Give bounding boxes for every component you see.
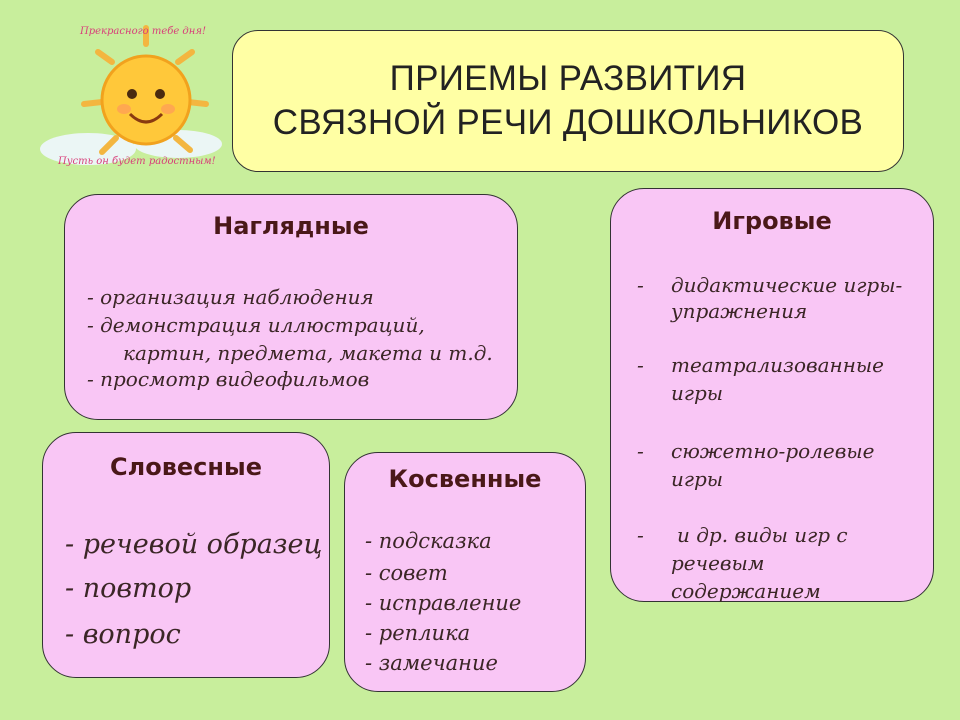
list-item: - замечание bbox=[365, 651, 498, 675]
list-item: игры bbox=[671, 381, 724, 405]
list-item: - вопрос bbox=[65, 619, 181, 650]
list-item: театрализованные bbox=[671, 353, 885, 377]
sun-logo bbox=[28, 14, 228, 184]
list-item: сюжетно-ролевые bbox=[671, 439, 875, 463]
list-item: дидактические игры- bbox=[671, 273, 903, 297]
card-heading: Косвенные bbox=[388, 465, 542, 493]
list-item: - речевой образец bbox=[65, 529, 323, 560]
list-item: речевым bbox=[671, 551, 765, 575]
list-bullet: - bbox=[637, 523, 644, 547]
list-bullet: - bbox=[637, 439, 644, 463]
list-item: картин, предмета, макета и т.д. bbox=[123, 341, 493, 365]
verbal-methods-card bbox=[42, 432, 330, 678]
card-heading: Игровые bbox=[712, 207, 832, 235]
indirect-methods-card bbox=[344, 452, 586, 692]
list-item: - совет bbox=[365, 561, 448, 585]
list-item: и др. виды игр с bbox=[677, 523, 848, 547]
list-item: - демонстрация иллюстраций, bbox=[87, 313, 425, 337]
list-item: содержанием bbox=[671, 579, 821, 603]
list-item: игры bbox=[671, 467, 724, 491]
game-methods-card bbox=[610, 188, 934, 602]
logo-caption-bottom: Пусть он будет радостным! bbox=[58, 156, 216, 167]
list-item: - реплика bbox=[365, 621, 471, 645]
visual-methods-card bbox=[64, 194, 518, 420]
card-heading: Словесные bbox=[110, 453, 262, 481]
list-item: - исправление bbox=[365, 591, 522, 615]
page-title-line-2: СВЯЗНОЙ РЕЧИ ДОШКОЛЬНИКОВ bbox=[272, 103, 864, 142]
list-item: - подсказка bbox=[365, 529, 492, 553]
list-item: - повтор bbox=[65, 573, 192, 604]
card-heading: Наглядные bbox=[213, 212, 369, 240]
list-item: - организация наблюдения bbox=[87, 285, 374, 309]
list-bullet: - bbox=[637, 353, 644, 377]
logo-caption-top: Прекрасного тебе дня! bbox=[80, 26, 207, 37]
list-bullet: - bbox=[637, 273, 644, 297]
title-box bbox=[232, 30, 904, 172]
list-item: - просмотр видеофильмов bbox=[87, 367, 370, 391]
page-title-line-1: ПРИЕМЫ РАЗВИТИЯ bbox=[389, 59, 747, 98]
list-item: упражнения bbox=[671, 299, 808, 323]
